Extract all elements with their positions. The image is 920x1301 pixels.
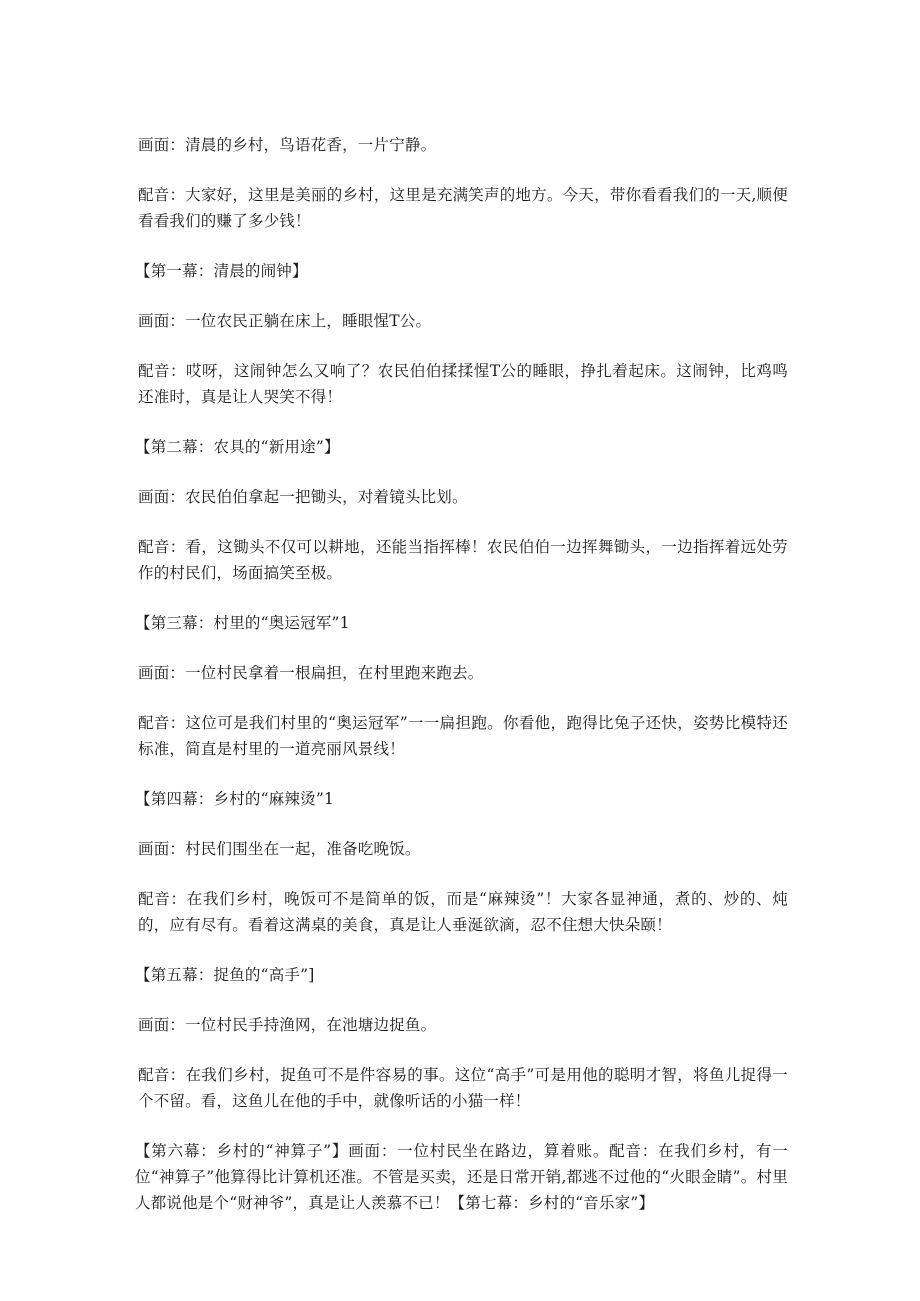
scene-description: 画面：一位村民手持渔网，在池塘边捉鱼。 [138,1016,437,1034]
act-heading: 【第四幕：乡村的“麻辣烫”1 [135,790,335,808]
voiceover-text: 配音：在我们乡村，晚饭可不是简单的饭，而是“麻辣烫”！大家各显神通，煮的、炒的、炖的，应有尽有。看着这满桌的美食，真是让人垂涎欲滴，忍不住想大快朵颐！ [138,890,788,934]
voiceover-text: 配音：在我们乡村，捉鱼可不是件容易的事。这位“高手”可是用他的聪明才智，将鱼儿捉得一个不留。看，这鱼儿在他的手中，就像听话的小猫一样！ [138,1066,788,1110]
scene-description: 画面：一位村民拿着一根扁担，在村里跑来跑去。 [138,664,484,682]
voiceover-text: 配音：大家好，这里是美丽的乡村，这里是充满笑声的地方。今天，带你看看我们的一天,顺便看看我们的赚了多少钱！ [138,186,788,230]
act-heading-merged-paragraph: 【第六幕：乡村的“神算子”】画面：一位村民坐在路边，算着账。配音：在我们乡村，有一位“神算子”他算得比计算机还准。不管是买卖，还是日常开销,都逃不过他的“火眼金睛”。村里人都说他是个“财神爷”，真是让人羡慕不已！【第七幕：乡村的“音乐家”】 [135,1142,788,1212]
scene-description: 画面：农民伯伯拿起一把锄头，对着镜头比划。 [138,488,468,506]
act-heading: 【第三幕：村里的“奥运冠军”1 [135,614,350,632]
act-heading: 【第一幕：清晨的闹钟】 [135,262,308,280]
voiceover-text: 配音：哎呀，这闹钟怎么又响了？农民伯伯揉揉惺T公的睡眼，挣扎着起床。这闹钟，比鸡鸣还准时，真是让人哭笑不得！ [138,362,788,406]
script-body [135,132,788,1240]
scene-description: 画面：清晨的乡村，鸟语花香，一片宁静。 [138,136,437,154]
scene-description: 画面：村民们围坐在一起，准备吃晚饭。 [138,840,421,858]
act-heading: 【第二幕：农具的“新用途”】 [135,438,340,456]
voiceover-text: 配音：看，这锄头不仅可以耕地，还能当指挥棒！农民伯伯一边挥舞锄头，一边指挥着远处劳作的村民们，场面搞笑至极。 [138,538,788,582]
act-heading: 【第五幕：捉鱼的“高手”] [135,966,315,984]
scene-description: 画面：一位农民正躺在床上，睡眼惺T公。 [138,312,432,330]
voiceover-text: 配音：这位可是我们村里的“奥运冠军”一一扁担跑。你看他，跑得比兔子还快，姿势比模特还标准，简直是村里的一道亮丽风景线！ [138,714,788,758]
